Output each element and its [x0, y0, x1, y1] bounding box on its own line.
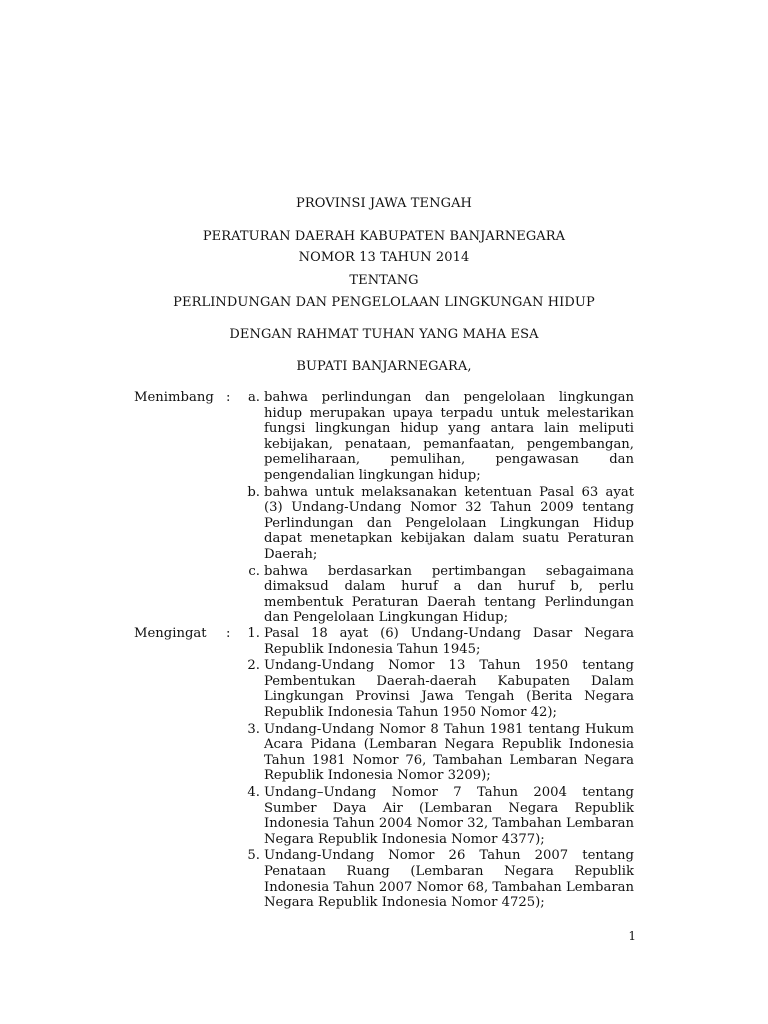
item-text: Undang-Undang Nomor 13 Tahun 1950 tentang Pembentukan Daerah-daerah Kabupaten Dalam Lingkungan Provinsi Jawa Tengah (Berita Negara Republik Indonesia Tahun 1950 Nomor 42);: [264, 658, 634, 720]
list-item: [238, 564, 634, 626]
mengingat-items: [238, 626, 634, 911]
list-item: [238, 848, 634, 910]
regulation-title: PERATURAN DAERAH KABUPATEN BANJARNEGARA: [202, 229, 566, 244]
item-text: Pasal 18 ayat (6) Undang-Undang Dasar Negara Republik Indonesia Tahun 1945;: [264, 626, 634, 657]
item-text: bahwa perlindungan dan pengelolaan lingkungan hidup merupakan upaya terpadu untuk melestarikan fungsi lingkungan hidup yang antara lain meliputi kebijakan, penataan, pemanfaatan, pengembangan, pemeliharaan, pemulihan, pengawasan dan pengendalian lingkungan hidup;: [264, 390, 634, 483]
list-item: [238, 785, 634, 847]
item-marker: 1.: [247, 626, 260, 641]
item-marker: c.: [248, 563, 260, 579]
list-item: [238, 626, 634, 657]
regent-line: BUPATI BANJARNEGARA,: [296, 359, 472, 374]
item-marker: a.: [247, 390, 260, 405]
item-text: bahwa berdasarkan pertimbangan sebagaimana dimaksud dalam huruf a dan huruf b, perlu membentuk Peraturan Daerah tentang Perlindungan dan Pengelolaan Lingkungan Hidup;: [264, 563, 634, 626]
list-item: [238, 390, 634, 484]
item-marker: b.: [247, 484, 260, 500]
blessing-line: DENGAN RAHMAT TUHAN YANG MAHA ESA: [229, 327, 539, 342]
mengingat-colon: :: [226, 626, 231, 641]
list-item: [238, 658, 634, 720]
mengingat-label: Mengingat: [134, 626, 207, 641]
item-text: Undang–Undang Nomor 7 Tahun 2004 tentang Sumber Daya Air (Lembaran Negara Republik Indonesia Tahun 2004 Nomor 32, Tambahan Lembaran Negara Republik Indonesia Nomor 4377);: [264, 784, 634, 847]
regulation-subject: PERLINDUNGAN DAN PENGELOLAAN LINGKUNGAN HIDUP: [173, 295, 595, 310]
item-marker: 4.: [247, 784, 260, 800]
item-text: Undang-Undang Nomor 8 Tahun 1981 tentang Hukum Acara Pidana (Lembaran Negara Republik Indonesia Tahun 1981 Nomor 76, Tambahan Lembaran Negara Republik Indonesia Nomor 3209);: [264, 721, 634, 784]
item-text: bahwa untuk melaksanakan ketentuan Pasal 63 ayat (3) Undang-Undang Nomor 32 Tahun 2009 tentang Perlindungan dan Pengelolaan Lingkungan Hidup dapat menetapkan kebijakan dalam suatu Peraturan Daerah;: [264, 484, 634, 562]
regulation-number: NOMOR 13 TAHUN 2014: [298, 250, 470, 265]
item-marker: 2.: [247, 658, 260, 674]
about-heading: TENTANG: [349, 273, 419, 288]
page-number: 1: [628, 929, 636, 943]
item-marker: 3.: [247, 721, 260, 737]
menimbang-label: Menimbang: [134, 390, 214, 405]
menimbang-items: [238, 390, 634, 626]
list-item: [238, 485, 634, 563]
province-heading: PROVINSI JAWA TENGAH: [296, 196, 472, 211]
item-marker: 5.: [247, 848, 260, 864]
item-text: Undang-Undang Nomor 26 Tahun 2007 tentang Penataan Ruang (Lembaran Negara Republik Indonesia Tahun 2007 Nomor 68, Tambahan Lembaran Negara Republik Indonesia Nomor 4725);: [264, 848, 634, 911]
menimbang-colon: :: [226, 390, 231, 405]
list-item: [238, 722, 634, 784]
